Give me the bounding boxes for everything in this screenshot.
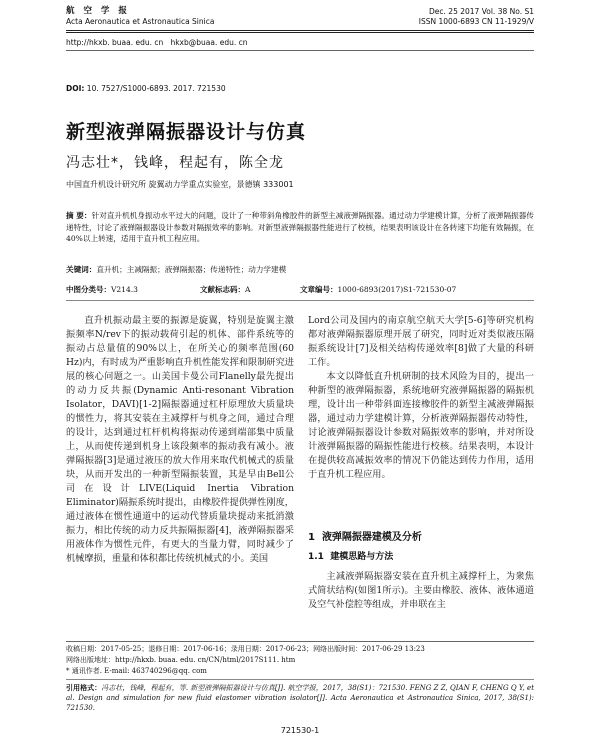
keywords-label: 关键词：	[66, 265, 97, 274]
doi-label: DOI:	[66, 84, 85, 93]
abstract-text: 针对直升机机身振动水平过大的问题，设计了一种带斜角橡胶件的新型主减液弹隔振器。通过动力学建模计算，分析了液弹隔振器传递特性，讨论了液弹隔振器设计参数对隔振效率的影响。对新型液弹隔振器性能进行了校核，结果表明该设计在各转速下均能有效隔振，在40%以上转速，适用于直升机工程应用。	[66, 211, 534, 243]
section-1-heading: 1 液弹隔振器建模及分析	[308, 532, 422, 543]
affiliation: 中国直升机设计研究所 旋翼动力学重点实验室，景德镇 333001	[66, 180, 294, 189]
journal-name-cn: 航 空 学 报	[66, 6, 130, 16]
journal-name-en: Acta Aeronautica et Astronautica Sinica	[66, 17, 215, 26]
abstract-label: 摘 要：	[66, 211, 92, 220]
section-1-1-heading: 1.1 建模思路与方法	[308, 552, 394, 562]
page-title: 新型液弹隔振器设计与仿真	[66, 121, 307, 143]
article-number: 文章编号：1000-6893(2017)S1-721530-07	[300, 285, 457, 294]
keywords	[66, 264, 534, 276]
keywords-text: 直升机；主减隔振；液弹隔振器；传递特性；动力学建模	[96, 265, 287, 274]
received-dates: 收稿日期：2017-05-25；退修日期：2017-06-16；录用日期：2017-06-23；网络出版时间：2017-06-29 13:23	[66, 645, 425, 653]
abstract	[66, 210, 534, 245]
clc-number: 中图分类号：V214.3	[66, 285, 138, 294]
document-code: 文献标志码：A	[200, 285, 251, 294]
journal-email-link[interactable]: hkxb@buaa. edu. cn	[170, 38, 248, 47]
citation: 引用格式：冯志壮，钱峰，程起有，等. 新型液弹隔振器设计与仿真[J]. 航空学报，2017，38(S1)：721530. FENG Z Z, QIAN F, CHENG Q Y, et al. Design and simulation for new fluid elastomer vibration isolator[J]. Acta Aeronautica et Astronautica Sinica, 2017, 38(S1): 721530.	[66, 684, 535, 712]
footnote-rule	[66, 641, 534, 642]
header-rule-2	[66, 32, 534, 33]
header-rule-3	[66, 50, 534, 51]
doi-line	[66, 84, 226, 93]
body-right-paragraph-1: Lord公司及国内的南京航空航天大学[5-6]等研究机构都对液弹隔振器原理开展了研究，同时近对类似液压隔振系统设计[7]及相关结构传递效率[8]做了大量的科研工作。	[308, 315, 534, 368]
citation-rule	[66, 679, 534, 680]
body-right-paragraph-3: 主减液弹隔振器安装在直升机主减撑杆上，为衆焦式简状结构(如图1所示)。主要由橡胶、液体、液体通道及空气补偿腔等组成，并串联在主	[308, 571, 534, 610]
page-number: 721530-1	[280, 726, 320, 735]
authors: 冯志壮*，钱峰，程起有，陈全龙	[66, 155, 284, 171]
online-url[interactable]: 网络出版地址：http://hkxb. buaa. edu. cn/CN/html/2017S111. htm	[66, 656, 296, 664]
body-right-paragraph-2: 本文以降低直升机研制的技术风险为目的，提出一种新型的液弹隔振器，系统地研究液弹隔振器的隔振机理，设计出一种带斜面连接橡胶件的新型主减液弹隔振器，通过动力学建模计算，分析液弹隔振器传动特性，讨论液弹隔振器设计参数对隔振效率的影响，并对所设计液弹隔振器的隔振性能进行校核。结果表明，本设计在提供较高减振效率的情况下仍能达到传力作用，适用于直升机工程应用。	[308, 371, 534, 480]
corresponding-email: * 通讯作者. E-mail: 463740296@qq. com	[66, 667, 207, 675]
issue-date-volume: Dec. 25 2017 Vol. 38 No. S1	[429, 7, 534, 16]
journal-website-link[interactable]: http://hkxb. buaa. edu. cn hkxb@buaa. edu. cn	[66, 38, 248, 47]
doi-value[interactable]: 10. 7527/S1000-6893. 2017. 721530	[86, 84, 226, 93]
meta-rule	[66, 300, 534, 301]
issn-cn: ISSN 1000-6893 CN 11-1929/V	[418, 17, 534, 26]
header-rule	[66, 30, 534, 31]
body-left-paragraph: 直升机振动最主要的振源是旋翼，特别是旋翼主激振频率N/rev下的振动载荷引起的机体、部件系统等的振动占总量值的90%以上，在所关心的频率范围(60 Hz)内，有时成为严重影响直升机性能发挥和限制研究进展的核心问题之一。山美国卡曼公司Flanelly最先提出的动力反共振(Dynamic Anti-resonant Vibration Isolator，DAVI)[1-2]隔振器通过杠杆原理放大质量块的惯性力，将其安装在主减撑杆与机身之间，通过合理的设计，达到通过杠杆机构将振动传递到端部集中质量上，从而使传递到机身上该段频率的振动我有减小。液弹隔振器[3]是通过液压的放大作用来取代机械式的质量块，从而开发出的一种新型隔振装置，其是早由Bell公司在设计LIVE(Liquid Inertia Vibration Eliminator)隔振系统时提出，由橡胶件提供弹性刚度，通过液体在惯性通道中的运动代替质量块提动来抵消激振力，相比传统的动力反共振隔振器[4]，液弹隔振器采用液体作为惯性元件，有更大的当量力臂，同时减少了机械摩损，重量和体积都比传统机械式的小。美国	[66, 315, 294, 564]
